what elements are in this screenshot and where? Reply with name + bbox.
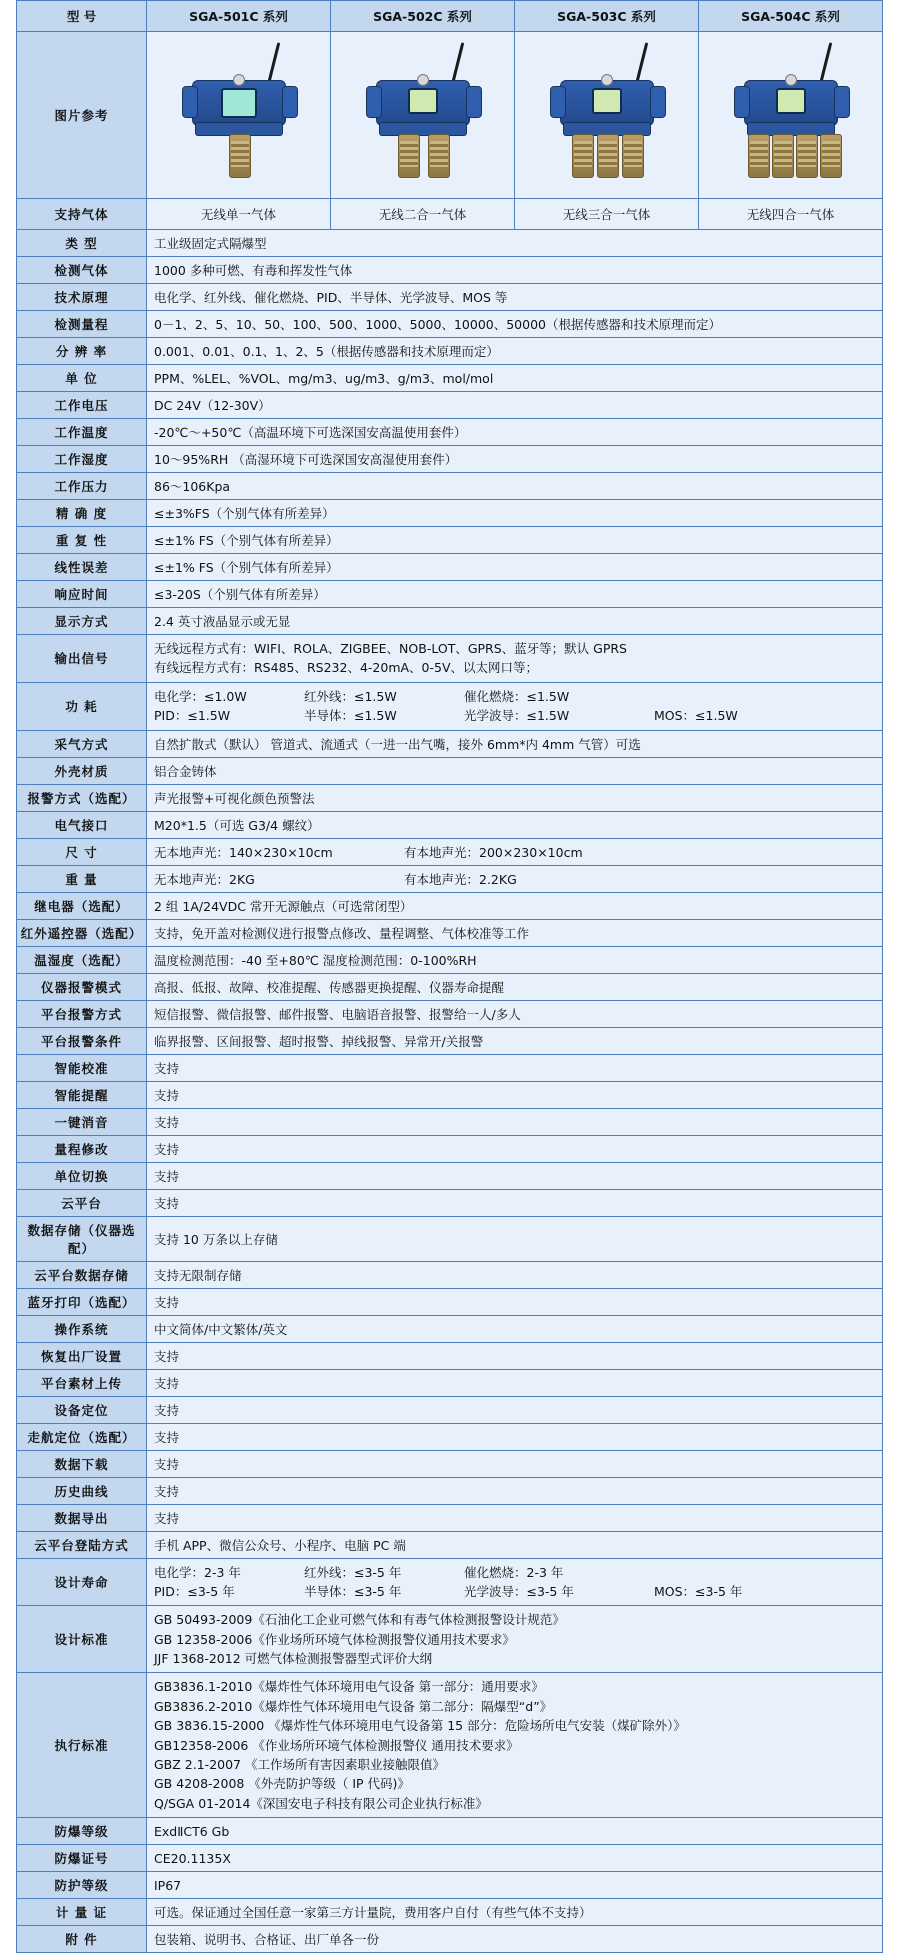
row-label: 云平台数据存储 [17, 1261, 147, 1288]
row-label: 平台素材上传 [17, 1369, 147, 1396]
table-row [17, 730, 883, 757]
life-electrochemical: 电化学：2-3 年 [154, 1564, 241, 1580]
row-value: 支持 [147, 1450, 883, 1477]
row-label: 采气方式 [17, 730, 147, 757]
life-mos: MOS：≤3-5 年 [654, 1583, 743, 1599]
table-row [17, 892, 883, 919]
table-row [17, 311, 883, 338]
row-value: ≤±1% FS（个别气体有所差异） [147, 527, 883, 554]
power-catalytic: 催化燃烧：≤1.5W [464, 688, 570, 704]
exec-standard-line: GB12358-2006 《作业场所环境气体检测报警仪 通用技术要求》 [154, 1737, 519, 1753]
row-label: 显示方式 [17, 608, 147, 635]
row-label: 走航定位（选配） [17, 1423, 147, 1450]
image-reference-label: 图片参考 [17, 32, 147, 199]
table-row [17, 1135, 883, 1162]
design-standard-line: JJF 1368-2012 可燃气体检测报警器型式评价大纲 [154, 1651, 433, 1666]
row-value: 支持 [147, 1288, 883, 1315]
row-label: 响应时间 [17, 581, 147, 608]
table-row [17, 1054, 883, 1081]
table-row [17, 230, 883, 257]
output-signal-value [147, 635, 883, 683]
table-row-weight [17, 865, 883, 892]
table-row [17, 757, 883, 784]
row-label: 报警方式（选配） [17, 784, 147, 811]
row-label: 红外遥控器（选配） [17, 919, 147, 946]
power-label: 功 耗 [17, 682, 147, 730]
row-label: 重 复 性 [17, 527, 147, 554]
device-image-502c [331, 32, 515, 199]
row-value: 铝合金铸体 [147, 757, 883, 784]
row-label: 平台报警方式 [17, 1000, 147, 1027]
row-value: 可选。保证通过全国任意一家第三方计量院，费用客户自付（有些气体不支持） [147, 1899, 883, 1926]
size-label: 尺 寸 [17, 838, 147, 865]
row-label: 云平台 [17, 1189, 147, 1216]
exec-standard-line: GB3836.2-2010《爆炸性气体环境用电气设备 第二部分：隔爆型“d”》 [154, 1698, 553, 1714]
table-row [17, 1162, 883, 1189]
design-life-label: 设计寿命 [17, 1558, 147, 1606]
table-row [17, 784, 883, 811]
model-label: 型 号 [17, 1, 147, 32]
row-label: 平台报警条件 [17, 1027, 147, 1054]
life-infrared: 红外线：≤3-5 年 [304, 1564, 402, 1580]
row-label: 数据存储（仪器选配） [17, 1216, 147, 1261]
table-row [17, 1261, 883, 1288]
row-value: 支持 [147, 1054, 883, 1081]
row-label: 检测气体 [17, 257, 147, 284]
exec-standard-line: GBZ 2.1-2007 《工作场所有害因素职业接触限值》 [154, 1756, 445, 1772]
model-504c: SGA-504C 系列 [699, 1, 883, 32]
row-value: M20*1.5（可选 G3/4 螺纹） [147, 811, 883, 838]
row-label: 精 确 度 [17, 500, 147, 527]
power-infrared: 红外线：≤1.5W [304, 688, 397, 704]
row-label: 技术原理 [17, 284, 147, 311]
row-value: 声光报警+可视化颜色预警法 [147, 784, 883, 811]
table-row [17, 919, 883, 946]
row-value: 0.001、0.01、0.1、1、2、5（根据传感器和技术原理而定） [147, 338, 883, 365]
table-row-life [17, 1558, 883, 1606]
row-value: CE20.1135X [147, 1845, 883, 1872]
size-without-alarm: 无本地声光：140×230×10cm [154, 844, 333, 860]
table-row [17, 392, 883, 419]
row-value: 0－1、2、5、10、50、100、500、1000、5000、10000、50000（根据传感器和技术原理而定） [147, 311, 883, 338]
row-label: 操作系统 [17, 1315, 147, 1342]
exec-standard-label: 执行标准 [17, 1673, 147, 1818]
design-standard-line: GB 50493-2009《石油化工企业可燃气体和有毒气体检测报警设计规范》 [154, 1612, 565, 1628]
row-label: 数据导出 [17, 1504, 147, 1531]
weight-without-alarm: 无本地声光：2KG [154, 871, 255, 887]
table-row [17, 1477, 883, 1504]
row-label: 智能校准 [17, 1054, 147, 1081]
device-image-501c [147, 32, 331, 199]
table-row-size [17, 838, 883, 865]
exec-standard-line: GB3836.1-2010《爆炸性气体环境用电气设备 第一部分：通用要求》 [154, 1679, 544, 1695]
row-label: 单位切换 [17, 1162, 147, 1189]
table-row [17, 1926, 883, 1953]
table-row-model [17, 1, 883, 32]
table-row-output [17, 635, 883, 683]
life-pid: PID：≤3-5 年 [154, 1583, 235, 1599]
row-value: 临界报警、区间报警、超时报警、掉线报警、异常开/关报警 [147, 1027, 883, 1054]
model-502c: SGA-502C 系列 [331, 1, 515, 32]
row-label: 仪器报警模式 [17, 973, 147, 1000]
table-row [17, 1288, 883, 1315]
table-row [17, 527, 883, 554]
row-label: 线性误差 [17, 554, 147, 581]
row-label: 蓝牙打印（选配） [17, 1288, 147, 1315]
table-row [17, 581, 883, 608]
table-row [17, 811, 883, 838]
weight-with-alarm: 有本地声光：2.2KG [404, 871, 517, 887]
table-row [17, 446, 883, 473]
table-row [17, 419, 883, 446]
row-label: 设备定位 [17, 1396, 147, 1423]
table-row [17, 257, 883, 284]
row-label: 工作湿度 [17, 446, 147, 473]
power-electrochemical: 电化学：≤1.0W [154, 688, 247, 704]
row-label: 工作温度 [17, 419, 147, 446]
size-value [147, 838, 883, 865]
weight-value [147, 865, 883, 892]
row-label: 防爆等级 [17, 1818, 147, 1845]
table-row [17, 1504, 883, 1531]
table-row [17, 1872, 883, 1899]
power-mos: MOS：≤1.5W [654, 708, 738, 724]
row-value: 支持 [147, 1369, 883, 1396]
row-value: 支持 10 万条以上存储 [147, 1216, 883, 1261]
table-row [17, 1396, 883, 1423]
row-value: 中文简体/中文繁体/英文 [147, 1315, 883, 1342]
row-value: 支持无限制存储 [147, 1261, 883, 1288]
row-value: 支持 [147, 1423, 883, 1450]
design-standard-label: 设计标准 [17, 1606, 147, 1673]
table-row [17, 1000, 883, 1027]
table-row [17, 946, 883, 973]
output-wireless-line: 无线远程方式有：WIFI、ROLA、ZIGBEE、NOB-LOT、GPRS、蓝牙等；默认 GPRS [154, 641, 627, 656]
table-row [17, 1818, 883, 1845]
row-value: 支持 [147, 1162, 883, 1189]
device-image-503c [515, 32, 699, 199]
row-label: 外壳材质 [17, 757, 147, 784]
design-standard-value [147, 1606, 883, 1673]
row-value: DC 24V（12-30V） [147, 392, 883, 419]
table-row [17, 500, 883, 527]
table-row [17, 973, 883, 1000]
device-image-504c [699, 32, 883, 199]
row-label: 防护等级 [17, 1872, 147, 1899]
table-row-images [17, 32, 883, 199]
row-label: 工作压力 [17, 473, 147, 500]
row-value: 支持，免开盖对检测仪进行报警点修改、量程调整、气体校准等工作 [147, 919, 883, 946]
table-row [17, 1899, 883, 1926]
exec-standard-line: Q/SGA 01-2014《深国安电子科技有限公司企业执行标准》 [154, 1795, 488, 1811]
table-row [17, 284, 883, 311]
table-row [17, 554, 883, 581]
table-row [17, 1216, 883, 1261]
table-row [17, 1027, 883, 1054]
exec-standard-value [147, 1673, 883, 1818]
row-value: 支持 [147, 1189, 883, 1216]
row-label: 单 位 [17, 365, 147, 392]
design-standard-line: GB 12358-2006《作业场所环境气体检测报警仪通用技术要求》 [154, 1631, 515, 1647]
output-signal-label: 输出信号 [17, 635, 147, 683]
row-value: 高报、低报、故障、校准提醒、传感器更换提醒、仪器寿命提醒 [147, 973, 883, 1000]
table-row [17, 1423, 883, 1450]
row-label: 检测量程 [17, 311, 147, 338]
row-value: 工业级固定式隔爆型 [147, 230, 883, 257]
row-label: 温湿度（选配） [17, 946, 147, 973]
table-row [17, 1189, 883, 1216]
weight-label: 重 量 [17, 865, 147, 892]
row-label: 恢复出厂设置 [17, 1342, 147, 1369]
row-label: 电气接口 [17, 811, 147, 838]
row-value: 短信报警、微信报警、邮件报警、电脑语音报警、报警给一人/多人 [147, 1000, 883, 1027]
table-row [17, 1845, 883, 1872]
row-label: 一键消音 [17, 1108, 147, 1135]
gas-value-503c: 无线三合一气体 [515, 199, 699, 230]
life-semiconductor: 半导体：≤3-5 年 [304, 1583, 402, 1599]
power-optical: 光学波导：≤1.5W [464, 708, 570, 724]
row-value: 手机 APP、微信公众号、小程序、电脑 PC 端 [147, 1531, 883, 1558]
exec-standard-line: GB 3836.15-2000 《爆炸性气体环境用电气设备第 15 部分：危险场所电气安装（煤矿除外）》 [154, 1718, 686, 1734]
life-catalytic: 催化燃烧：2-3 年 [464, 1564, 564, 1580]
specification-table [16, 0, 883, 1953]
gas-value-501c: 无线单一气体 [147, 199, 331, 230]
table-row [17, 365, 883, 392]
row-label: 防爆证号 [17, 1845, 147, 1872]
row-value: 2 组 1A/24VDC 常开无源触点（可选常闭型） [147, 892, 883, 919]
table-row [17, 1108, 883, 1135]
row-value: 支持 [147, 1504, 883, 1531]
row-value: 电化学、红外线、催化燃烧、PID、半导体、光学波导、MOS 等 [147, 284, 883, 311]
table-row-gas [17, 199, 883, 230]
row-value: ≤±3%FS（个别气体有所差异） [147, 500, 883, 527]
gas-value-504c: 无线四合一气体 [699, 199, 883, 230]
table-row [17, 1081, 883, 1108]
model-501c: SGA-501C 系列 [147, 1, 331, 32]
row-value: 温度检测范围：-40 至+80℃ 湿度检测范围：0-100%RH [147, 946, 883, 973]
row-value: 10～95%RH （高湿环境下可选深国安高湿使用套件） [147, 446, 883, 473]
table-row [17, 1369, 883, 1396]
row-value: IP67 [147, 1872, 883, 1899]
table-row [17, 1450, 883, 1477]
power-semiconductor: 半导体：≤1.5W [304, 708, 397, 724]
row-label: 智能提醒 [17, 1081, 147, 1108]
design-life-value [147, 1558, 883, 1606]
table-row [17, 1531, 883, 1558]
table-row [17, 338, 883, 365]
row-value: ≤3-20S（个别气体有所差异） [147, 581, 883, 608]
row-value: 86～106Kpa [147, 473, 883, 500]
row-value: 包装箱、说明书、合格证、出厂单各一份 [147, 1926, 883, 1953]
row-label: 类 型 [17, 230, 147, 257]
gas-support-label: 支持气体 [17, 199, 147, 230]
table-row [17, 473, 883, 500]
size-with-alarm: 有本地声光：200×230×10cm [404, 844, 583, 860]
row-value: 自然扩散式（默认） 管道式、流通式（一进一出气嘴，接外 6mm*内 4mm 气管）可选 [147, 730, 883, 757]
model-503c: SGA-503C 系列 [515, 1, 699, 32]
output-wired-line: 有线远程方式有：RS485、RS232、4-20mA、0-5V、以太网口等； [154, 660, 539, 676]
row-value: -20℃～+50℃（高温环境下可选深国安高温使用套件） [147, 419, 883, 446]
table-row-exec-standard [17, 1673, 883, 1818]
row-label: 数据下载 [17, 1450, 147, 1477]
row-value: 支持 [147, 1396, 883, 1423]
row-value: 支持 [147, 1108, 883, 1135]
table-row [17, 1342, 883, 1369]
row-label: 量程修改 [17, 1135, 147, 1162]
row-label: 历史曲线 [17, 1477, 147, 1504]
power-value [147, 682, 883, 730]
row-value: 支持 [147, 1342, 883, 1369]
row-label: 工作电压 [17, 392, 147, 419]
table-row-power [17, 682, 883, 730]
table-row [17, 608, 883, 635]
exec-standard-line: GB 4208-2008 《外壳防护等级（ IP 代码)》 [154, 1776, 410, 1792]
row-value: 支持 [147, 1477, 883, 1504]
row-value: PPM、%LEL、%VOL、mg/m3、ug/m3、g/m3、mol/mol [147, 365, 883, 392]
row-value: ≤±1% FS（个别气体有所差异） [147, 554, 883, 581]
row-label: 附 件 [17, 1926, 147, 1953]
table-row [17, 1315, 883, 1342]
row-value: 2.4 英寸液晶显示或无显 [147, 608, 883, 635]
row-value: 支持 [147, 1081, 883, 1108]
row-label: 云平台登陆方式 [17, 1531, 147, 1558]
life-optical: 光学波导：≤3-5 年 [464, 1583, 574, 1599]
row-value: 1000 多种可燃、有毒和挥发性气体 [147, 257, 883, 284]
row-label: 继电器（选配） [17, 892, 147, 919]
row-value: ExdⅡCT6 Gb [147, 1818, 883, 1845]
row-label: 计 量 证 [17, 1899, 147, 1926]
row-label: 分 辨 率 [17, 338, 147, 365]
gas-value-502c: 无线二合一气体 [331, 199, 515, 230]
row-value: 支持 [147, 1135, 883, 1162]
power-pid: PID：≤1.5W [154, 708, 231, 724]
table-row-design-standard [17, 1606, 883, 1673]
